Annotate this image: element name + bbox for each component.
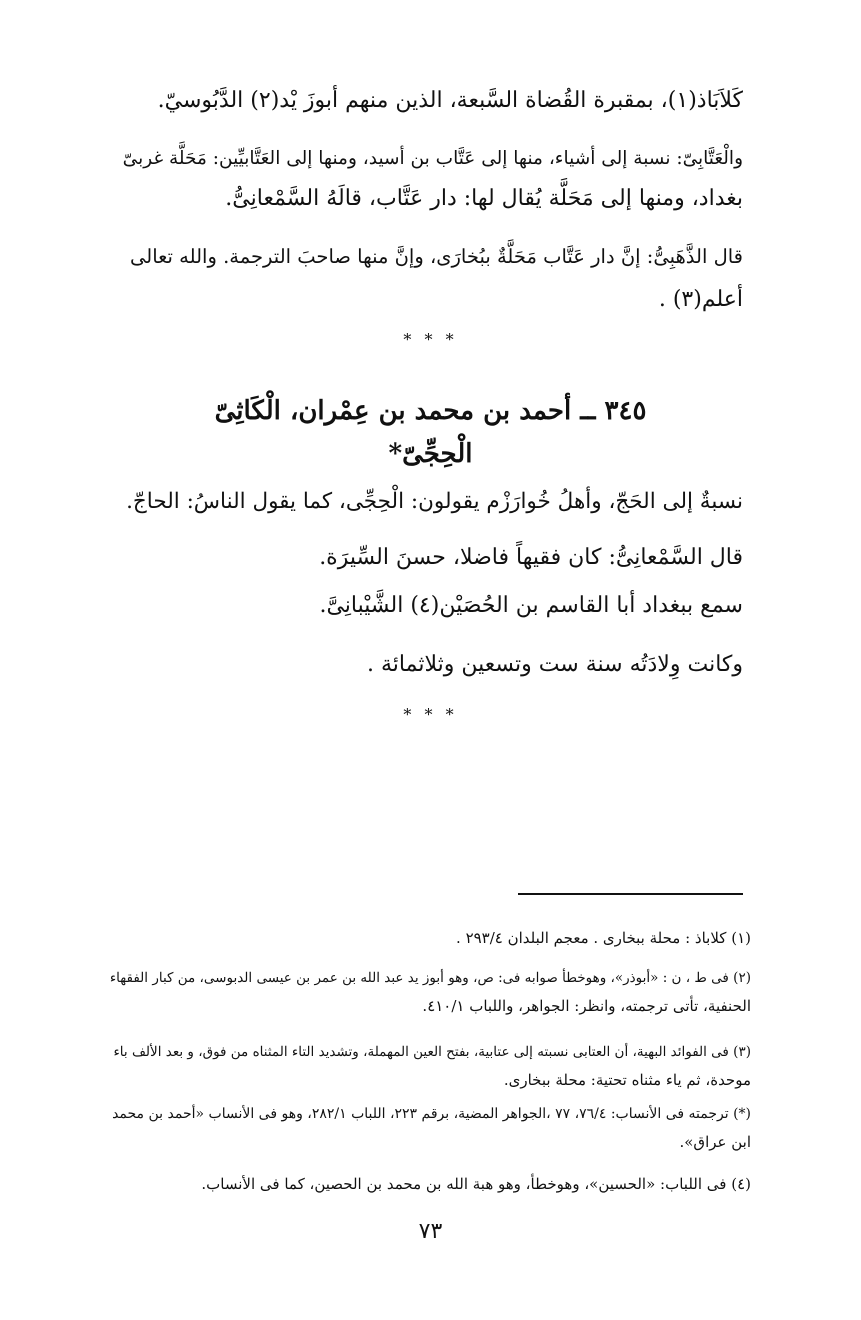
footnote: (٢) فى ط ، ن : «أبوذر»، وهوخطأ صوابه فى: ص، وهو أبوز يد عبد الله بن عمر بن عيسى الدبوسى، من كبار الفقهاء <box>109 970 751 986</box>
footnote-continued: الحنفية، تأتى ترجمته، وانظر: الجواهر، واللباب ٤١٠/١. <box>422 997 751 1015</box>
paragraph-line: نسبةٌ إلى الحَجّ، وأهلُ خُوارَزْم يقولون: الْحِجِّى، كما يقول الناسُ: الحاجّ. <box>126 489 743 514</box>
section-separator: * * * <box>403 330 458 349</box>
entry-heading-continued: الْحِجِّىّ* <box>388 439 473 469</box>
section-separator: * * * <box>403 705 458 724</box>
footnote-continued: موحدة، ثم ياء مثناه تحتية: محلة ببخارى. <box>503 1071 751 1089</box>
entry-heading: ٣٤٥ ــ أحمد بن محمد بن عِمْران، الْكَاثِىّ <box>214 396 647 426</box>
paragraph-line: وكانت وِلادَتُه سنة ست وتسعين وثلاثمائة . <box>367 652 743 677</box>
footnote: (٣) فى الفوائد البهية، أن العتابى نسبته إلى عتابية، بفتح العين المهملة، وتشديد التاء المثناه من فوق، و بعد الألف باء <box>113 1044 751 1060</box>
paragraph-line: سمع ببغداد أبا القاسم بن الحُصَيْن(٤) الشَّيْبانِىَّ. <box>319 593 743 618</box>
page-number: ٧٣ <box>418 1219 443 1244</box>
paragraph-line: كَلاَبَاذ(١)، بمقبرة القُضاة السَّبعة، الذين منهم أبوزَ يْد(٢) الدَّبُوسيّ. <box>157 88 743 113</box>
footnote-continued: ابن عراق». <box>679 1133 751 1151</box>
footnote: (٤) فى اللباب: «الحسين»، وهوخطأ، وهو هبة الله بن محمد بن الحصين، كما فى الأنساب. <box>201 1175 751 1193</box>
paragraph-line: قال الذَّهَبِىُّ: إنَّ دار عَتَّاب مَحَلَّةٌ ببُخارَى، وإنَّ منها صاحبَ الترجمة. والله تعالى <box>130 245 743 268</box>
paragraph-line: قال السَّمْعانِىُّ: كان فقيهاً فاضلا، حسنَ السِّيرَة. <box>319 545 743 570</box>
paragraph-line: والْعَتَّابِىّ: نسبة إلى أشياء، منها إلى عَتَّاب بن أسيد، ومنها إلى العَتَّابيِّين: مَحَلَّة غربىّ <box>122 148 743 169</box>
footnote: (١) كلاباذ : محلة ببخارى . معجم البلدان ٢٩٣/٤ . <box>456 929 751 947</box>
paragraph-line: أعلم(٣) . <box>658 287 743 312</box>
footnote: (*) ترجمته فى الأنساب: ٧٦/٤، ٧٧ ،الجواهر المضية، برقم ٢٢٣، اللباب ٢٨٢/١، وهو فى الأنساب «أحمد بن محمد <box>112 1106 751 1122</box>
paragraph-line: بغداد، ومنها إلى مَحَلَّة يُقال لها: دار عَتَّاب، قالَهُ السَّمْعانِىُّ. <box>225 186 743 211</box>
footnote-rule <box>518 893 743 895</box>
